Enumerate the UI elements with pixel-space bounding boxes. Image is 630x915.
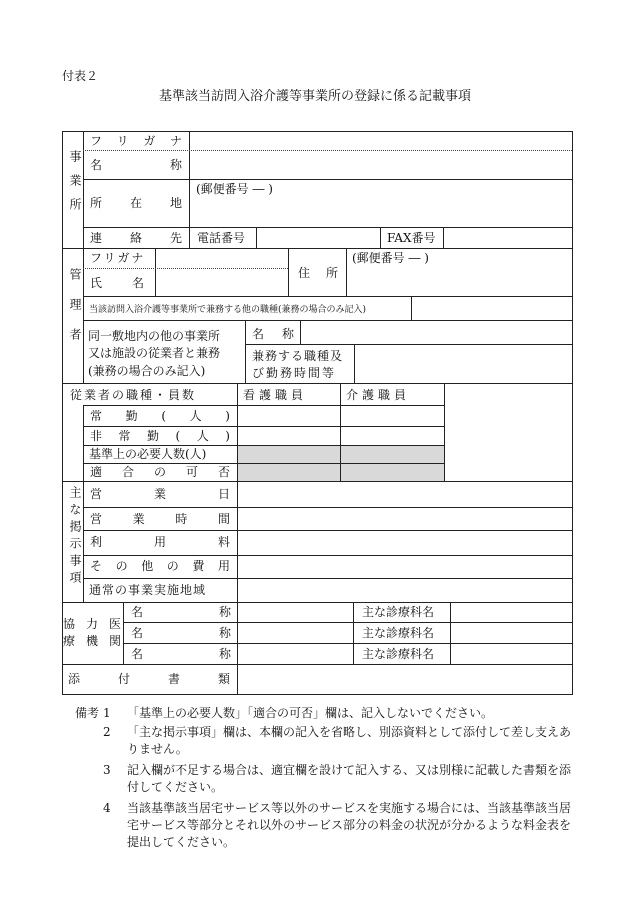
office-contact-label: 連 絡 先 bbox=[90, 231, 182, 245]
posting-usage-fee: 利 用 料 bbox=[90, 535, 230, 549]
office-furigana-label: フ リ ガ ナ bbox=[90, 134, 182, 148]
coop-section-line2: 療 機 関 bbox=[63, 634, 121, 648]
coop-name-label-3: 名 称 bbox=[131, 647, 231, 661]
manager-postal-code: (郵便番号 ― ) bbox=[352, 251, 429, 265]
manager-name-label: 氏 名 bbox=[90, 276, 144, 290]
office-name-label: 名 称 bbox=[90, 158, 182, 172]
staff-row-parttime: 非 常 勤 ( 人 ) bbox=[90, 429, 230, 443]
office-postal-code: (郵便番号 ― ) bbox=[196, 182, 273, 196]
office-fax-label: FAX番号 bbox=[387, 231, 436, 245]
coop-dept-label-2: 主な診療科名 bbox=[362, 626, 435, 640]
postings-section-label: 主な掲示事項 bbox=[68, 486, 82, 588]
manager-concurrent-note: 当該訪問入浴介護等事業所で兼務する他の職種(兼務の場合のみ記入) bbox=[89, 305, 367, 315]
coop-name-label-1: 名 称 bbox=[131, 605, 231, 619]
office-address-label: 所 在 地 bbox=[90, 196, 182, 210]
posting-other-costs: そ の 他 の 費 用 bbox=[90, 559, 230, 573]
coop-name-label-2: 名 称 bbox=[131, 626, 231, 640]
manager-section-label: 管理者 bbox=[68, 268, 82, 358]
staff-row-required: 基準上の必要人数(人) bbox=[89, 447, 207, 461]
manager-address-label: 住 所 bbox=[298, 266, 338, 280]
manager-furigana-label: フリガナ bbox=[90, 251, 146, 265]
note-1-number: 1 bbox=[103, 706, 111, 720]
staff-col-nurse: 看護職員 bbox=[243, 388, 308, 402]
note-4-text: 当該基準該当居宅サービス等以外のサービスを実施する場合には、当該基準該当居宅サービス等部分とそれ以外のサービス部分の料金の状況が分かるような料金表を提出してください。 bbox=[127, 801, 572, 849]
posting-service-area: 通常の事業実施地域 bbox=[89, 583, 207, 597]
other-office-line3: (兼務の場合のみ記入) bbox=[88, 364, 206, 378]
posting-business-days: 営 業 日 bbox=[90, 487, 230, 501]
duties-line2: び勤務時間等 bbox=[252, 366, 337, 380]
staff-row-fulltime: 常 勤 ( 人 ) bbox=[90, 409, 230, 423]
attachments-label: 添 付 書 類 bbox=[68, 672, 230, 686]
other-office-line2: 又は施設の従業者と兼務 bbox=[88, 346, 221, 360]
other-office-line1: 同一敷地内の他の事業所 bbox=[88, 329, 221, 343]
coop-dept-label-1: 主な診療科名 bbox=[362, 605, 435, 619]
staff-row-compliance: 適 合 の 可 否 bbox=[90, 465, 230, 479]
note-1-text: 「基準上の必要人数」「適合の可否」欄は、記入しないでください。 bbox=[127, 706, 494, 720]
coop-section-line1: 協 力 医 bbox=[63, 617, 121, 631]
note-3-text: 記入欄が不足する場合は、適宜欄を設けて記入する、又は別様に記載した書類を添付してください。 bbox=[127, 763, 572, 794]
staff-header: 従業者の職種・員数 bbox=[70, 388, 197, 402]
note-2-number: 2 bbox=[103, 725, 111, 739]
coop-dept-label-3: 主な診療科名 bbox=[362, 647, 435, 661]
staff-col-care: 介護職員 bbox=[346, 388, 411, 402]
notes-label: 備考 bbox=[75, 706, 100, 720]
duties-line1: 兼務する職種及 bbox=[252, 349, 344, 363]
office-phone-label: 電話番号 bbox=[197, 231, 246, 245]
other-name-label: 名 称 bbox=[252, 327, 294, 341]
appendix-label: 付表２ bbox=[62, 69, 99, 83]
office-section-label: 事業所 bbox=[68, 150, 82, 222]
note-2-text: 「主な掲示事項」欄は、本欄の記入を省略し、別添資料として添付して差し支えありません。 bbox=[127, 725, 572, 756]
posting-business-hours: 営 業 時 間 bbox=[90, 512, 230, 526]
form-title: 基準該当訪問入浴介護等事業所の登録に係る記載事項 bbox=[158, 89, 471, 104]
note-3-number: 3 bbox=[103, 763, 111, 777]
note-4-number: 4 bbox=[103, 801, 111, 815]
